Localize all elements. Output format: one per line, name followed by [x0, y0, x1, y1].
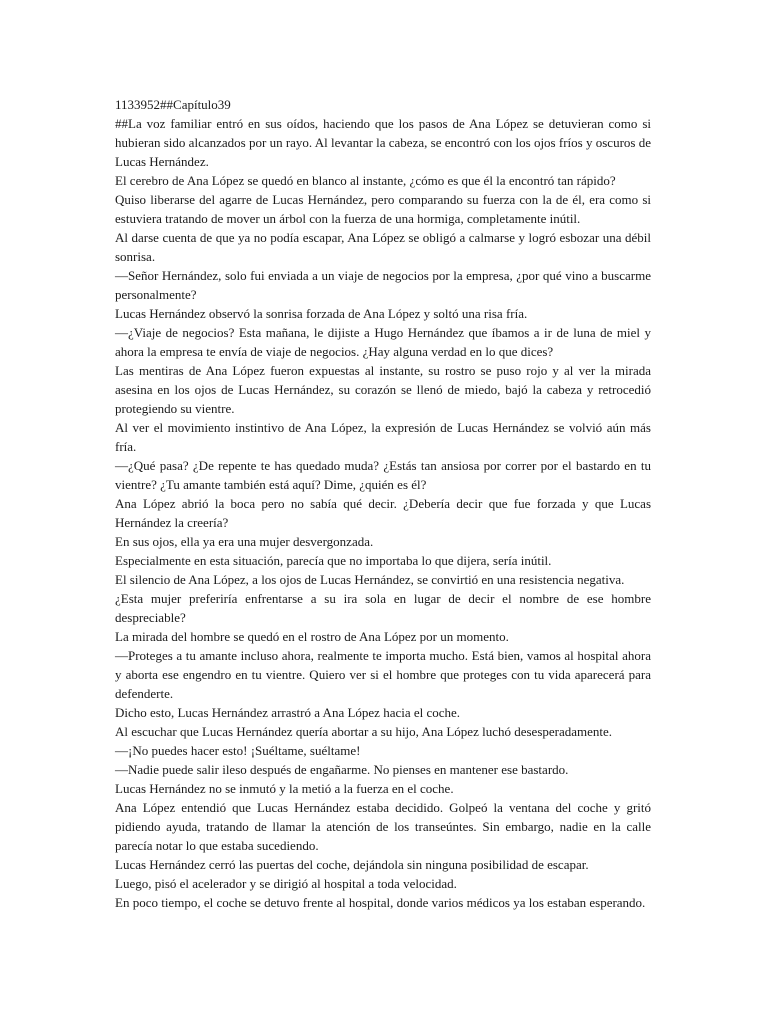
- paragraph: —¡No puedes hacer esto! ¡Suéltame, suéltame!: [115, 743, 361, 758]
- paragraph: —Señor Hernández, solo fui enviada a un viaje de negocios por la empresa, ¿por qué vino a buscarme personalmente?: [115, 268, 651, 302]
- paragraph: Luego, pisó el acelerador y se dirigió al hospital a toda velocidad.: [115, 876, 457, 891]
- paragraph: Las mentiras de Ana López fueron expuestas al instante, su rostro se puso rojo y al ver la mirada asesina en los ojos de Lucas Hernández, su corazón se llenó de miedo, bajó la cabeza y retrocedió protegiendo su vientre.: [115, 363, 651, 416]
- paragraph: Ana López entendió que Lucas Hernández estaba decidido. Golpeó la ventana del coche y gritó pidiendo ayuda, tratando de llamar la atención de los transeúntes. Sin embargo, nadie en la calle parecía notar lo que estaba sucediendo.: [115, 800, 651, 853]
- paragraph: Al darse cuenta de que ya no podía escapar, Ana López se obligó a calmarse y logró esbozar una débil sonrisa.: [115, 230, 651, 264]
- document-page: [115, 95, 651, 912]
- paragraph: Al ver el movimiento instintivo de Ana López, la expresión de Lucas Hernández se volvió aún más fría.: [115, 420, 651, 454]
- paragraph: —¿Viaje de negocios? Esta mañana, le dijiste a Hugo Hernández que íbamos a ir de luna de miel y ahora la empresa te envía de viaje de negocios. ¿Hay alguna verdad en lo que dices?: [115, 325, 651, 359]
- paragraph: Al escuchar que Lucas Hernández quería abortar a su hijo, Ana López luchó desesperadamente.: [115, 724, 613, 739]
- paragraph: ##La voz familiar entró en sus oídos, haciendo que los pasos de Ana López se detuvieran como si hubieran sido alcanzados por un rayo. Al levantar la cabeza, se encontró con los ojos fríos y oscuros de Lucas Hernández.: [115, 116, 651, 169]
- paragraph: Ana López abrió la boca pero no sabía qué decir. ¿Debería decir que fue forzada y que Lucas Hernández la creería?: [115, 496, 651, 530]
- paragraph: Quiso liberarse del agarre de Lucas Hernández, pero comparando su fuerza con la de él, era como si estuviera tratando de mover un árbol con la fuerza de una hormiga, completamente inútil.: [115, 192, 651, 226]
- paragraph: El cerebro de Ana López se quedó en blanco al instante, ¿cómo es que él la encontró tan rápido?: [115, 173, 616, 188]
- paragraph: Dicho esto, Lucas Hernández arrastró a Ana López hacia el coche.: [115, 705, 461, 720]
- paragraph: Lucas Hernández no se inmutó y la metió a la fuerza en el coche.: [115, 781, 454, 796]
- paragraph: —¿Qué pasa? ¿De repente te has quedado muda? ¿Estás tan ansiosa por correr por el bastardo en tu vientre? ¿Tu amante también está aquí? Dime, ¿quién es él?: [115, 458, 651, 492]
- paragraph: Lucas Hernández cerró las puertas del coche, dejándola sin ninguna posibilidad de escapar.: [115, 857, 589, 872]
- paragraph: La mirada del hombre se quedó en el rostro de Ana López por un momento.: [115, 629, 509, 644]
- paragraph: ¿Esta mujer preferiría enfrentarse a su ira sola en lugar de decir el nombre de ese hombre despreciable?: [115, 591, 651, 625]
- paragraph: El silencio de Ana López, a los ojos de Lucas Hernández, se convirtió en una resistencia negativa.: [115, 572, 625, 587]
- paragraph: En poco tiempo, el coche se detuvo frente al hospital, donde varios médicos ya los estaban esperando.: [115, 895, 646, 910]
- paragraph: En sus ojos, ella ya era una mujer desvergonzada.: [115, 534, 374, 549]
- paragraph: —Proteges a tu amante incluso ahora, realmente te importa mucho. Está bien, vamos al hospital ahora y aborta ese engendro en tu vientre. Quiero ver si el hombre que proteges con tu vida aparecerá para defenderte.: [115, 648, 651, 701]
- paragraph: Lucas Hernández observó la sonrisa forzada de Ana López y soltó una risa fría.: [115, 306, 528, 321]
- chapter-heading: 1133952##Capítulo39: [115, 97, 231, 112]
- paragraph: Especialmente en esta situación, parecía que no importaba lo que dijera, sería inútil.: [115, 553, 552, 568]
- paragraph: —Nadie puede salir ileso después de engañarme. No pienses en mantener ese bastardo.: [115, 762, 569, 777]
